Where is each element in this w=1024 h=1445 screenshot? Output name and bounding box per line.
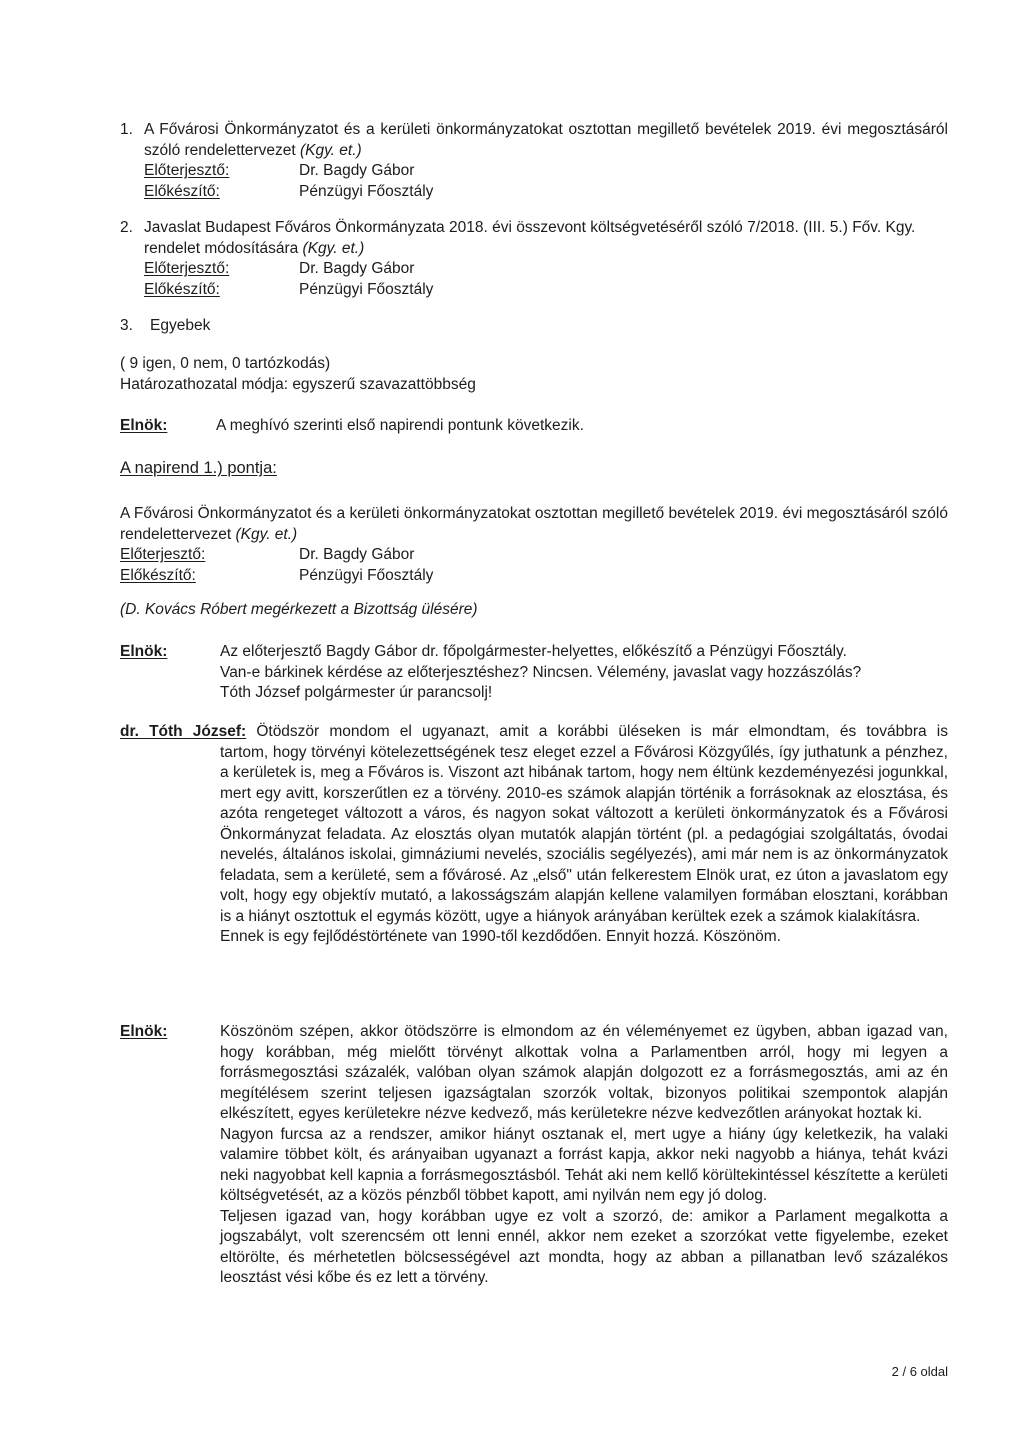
preparer-name: Pénzügyi Főosztály <box>299 566 434 584</box>
statement-paragraph: Nagyon furcsa az a rendszer, amikor hiányt osztanak el, mert ugye a hiány úgy keletkezik, ha valaki valamire többet költ, és arányaiban ugyanazt a forrást kapja, akkor neki nagyobb a hiánya, tehát kvázi neki nagyobbat kell kapnia a forrásmegosztásból. Tehát aki nem kellő körültekintéssel készítette a kerületi költségvetését, az a közös pénzből többet kapott, ami nyilván nem egy jó dolog. <box>220 1125 948 1204</box>
presenter-name: Dr. Bagdy Gábor <box>299 162 415 179</box>
presenter-label: Előterjesztő: <box>144 260 230 277</box>
section-item <box>120 504 948 586</box>
presenter-label: Előterjesztő: <box>120 546 206 563</box>
preparer-name: Pénzügyi Főosztály <box>299 280 434 298</box>
agenda-number: 1. <box>120 121 133 138</box>
statement-line: Tóth József polgármester úr parancsolj! <box>220 684 493 701</box>
agenda-number: 2. <box>120 219 133 236</box>
chair-statement-3 <box>120 1022 948 1289</box>
page-number: 2 / 6 oldal <box>891 1364 948 1379</box>
presenter-name: Dr. Bagdy Gábor <box>299 260 415 277</box>
speaker-label: Elnök: <box>120 417 168 434</box>
section-title: A Fővárosi Önkormányzatot és a kerületi önkormányzatokat osztottan megillető bevételek 2019. évi megosztásáról szóló rendelettervezet (Kgy. et.) <box>120 505 948 543</box>
vote-result: ( 9 igen, 0 nem, 0 tartózkodás) <box>120 355 331 372</box>
arrival-note: (D. Kovács Róbert megérkezett a Bizottság ülésére) <box>120 601 478 618</box>
statement-text: tartom, hogy törvényi kötelezettségének tesz eleget ezzel a Fővárosi Közgyűlés, így juthatunk a pénzhez, a kerületek is, meg a Főváros is. Viszont azt hibának tartom, hogy nem éltünk kezdeményezési jogunkkal, mert egy avitt, korszerűtlen ez a törvény. 2010-es számok alapján történik a forrásoknak az elosztása, és azóta rengeteget változott a város, és nagyon sokat változott a kerületi önkormányzatok és a Fővárosi Önkormányzat feladata. Az elosztás olyan mutatók alapján történt (pl. a pedagógiai szolgáltatás, óvodai nevelés, általános iskolai, gimnáziumi nevelés, szociális segélyezés), ami már nem is az önkormányzatok feladata, sem a kerületé, sem a fővárosé. Az „első" után felkerestem Elnök urat, ez úton a javaslatom egy volt, hogy egy objektív mutató, a lakosságszám alapján kellene valamilyen formában elosztani, korábban is a hiányt osztottuk el egymás között, ugye a hiányok arányában kerültek ezek a számok kialakításra. <box>220 743 948 925</box>
preparer-name: Pénzügyi Főosztály <box>299 182 434 200</box>
toth-statement <box>120 722 948 948</box>
preparer-label: Előkészítő: <box>120 566 196 584</box>
chair-statement-2 <box>120 642 948 704</box>
agenda-number: 3. <box>120 317 133 334</box>
chair-statement-1 <box>120 416 948 437</box>
speaker-label: Elnök: <box>120 643 168 660</box>
statement-paragraph: Teljesen igazad van, hogy korábban ugye ez volt a szorzó, de: amikor a Parlament megalkotta a jogszabályt, volt szerencsém ott lenni ennél, akkor nem ezeket a szorzókat vette figyelembe, ezeket eltörölte, és mérhetetlen bölcsességével azt mondta, hogy az abban a pillanatban levő százalékos leosztást vési kőbe és ez lett a törvény. <box>220 1207 948 1286</box>
agenda-title: A Fővárosi Önkormányzatot és a kerületi önkormányzatokat osztottan megillető bevételek 2019. évi megosztásáról szóló rendelettervezet (Kgy. et.) <box>144 121 948 159</box>
preparer-label: Előkészítő: <box>144 280 220 298</box>
section-heading: A napirend 1.) pontja: <box>120 459 277 477</box>
speaker-label: dr. Tóth József: <box>120 723 247 740</box>
statement-line: Az előterjesztő Bagdy Gábor dr. főpolgármester-helyettes, előkészítő a Pénzügyi Főosztály. <box>220 643 847 660</box>
statement-text: A meghívó szerinti első napirendi pontunk következik. <box>216 417 584 434</box>
presenter-label: Előterjesztő: <box>144 162 230 179</box>
agenda-title: Javaslat Budapest Főváros Önkormányzata 2018. évi összevont költségvetéséről szóló 7/2018. (III. 5.) Főv. Kgy. rendelet módosítására (Kgy. et.) <box>144 219 916 257</box>
agenda-title: Egyebek <box>150 317 211 334</box>
vote-block <box>120 354 948 395</box>
vote-method: Határozathozatal módja: egyszerű szavazattöbbség <box>120 375 476 393</box>
statement-paragraph: Köszönöm szépen, akkor ötödszörre is elmondom az én véleményemet ez ügyben, abban igazad van, hogy korábban, még mielőtt törvényt alkottak volna a Parlamentben arról, hogy mi legyen a forrásmegosztási százalék, valóban olyan számok alapján dolgozott ez a forrásmegosztás, ami az én megítélésem szerint teljesen igazságtalan szorzók voltak, bizonyos politikai szempontok alapján elkészített, egyes kerületekre nézve kedvező, más kerületekre nézve kedvezőtlen arányokat hoztak ki. <box>220 1023 948 1122</box>
agenda-item-1 <box>120 120 948 202</box>
statement-closing: Ennek is egy fejlődéstörténete van 1990-től kezdődően. Ennyit hozzá. Köszönöm. <box>220 928 781 945</box>
speaker-label: Elnök: <box>120 1023 168 1040</box>
agenda-item-2 <box>120 218 948 300</box>
preparer-label: Előkészítő: <box>144 182 220 200</box>
statement-line: Van-e bárkinek kérdése az előterjesztéshez? Nincsen. Vélemény, javaslat vagy hozzászólás? <box>220 663 862 681</box>
agenda-item-3 <box>120 316 948 337</box>
statement-first-line: dr. Tóth József: Ötödször mondom el ugyanazt, amit a korábbi üléseken is már elmondtam, és továbbra is <box>120 723 948 740</box>
presenter-name: Dr. Bagdy Gábor <box>299 546 415 563</box>
